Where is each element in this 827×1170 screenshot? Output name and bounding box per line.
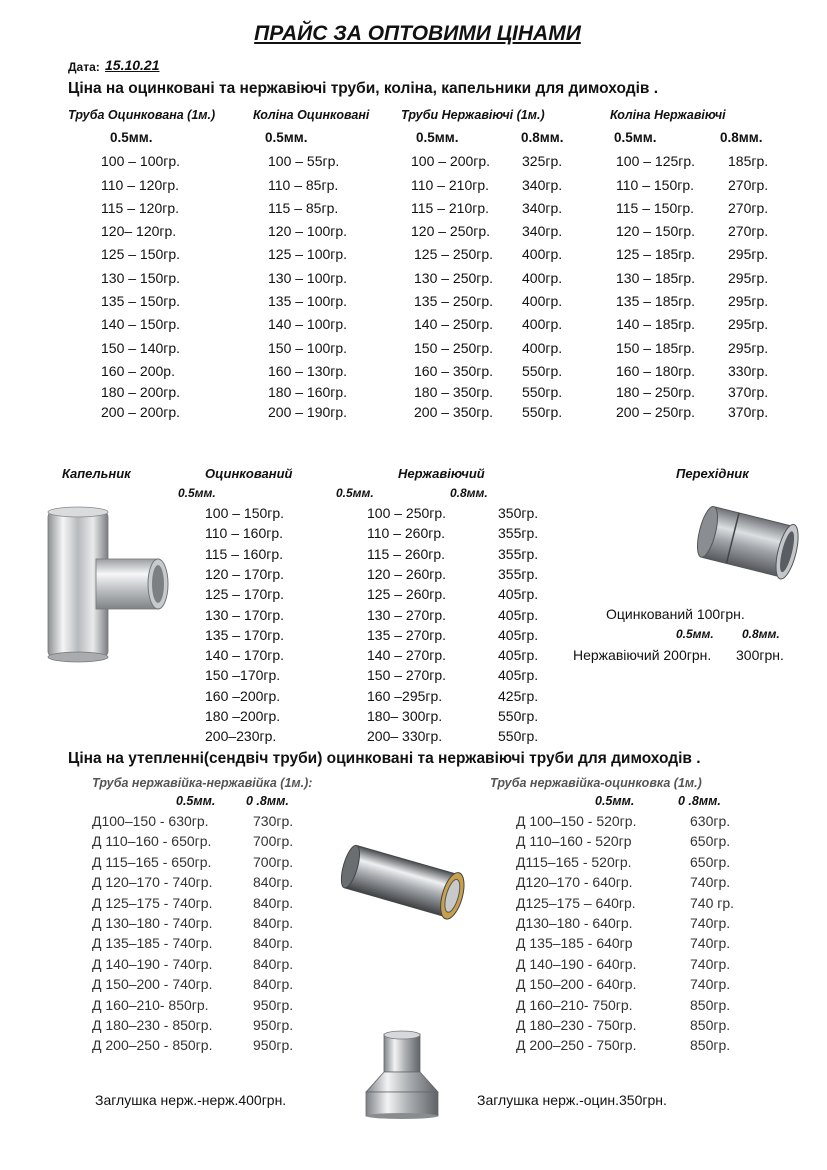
thickness-label: 0.5мм. xyxy=(110,130,153,145)
price-cell: 295гр. xyxy=(728,270,769,286)
price-cell: 110 – 85гр. xyxy=(268,177,339,193)
drip-price-cell: 100 – 150гр. xyxy=(205,505,285,521)
price-cell: 200 – 350гр. xyxy=(414,404,494,420)
sandwich-left-price08: 950гр. xyxy=(253,1017,294,1033)
drip-price-cell: 160 –200гр. xyxy=(205,688,281,704)
sandwich-right-price08: 850гр. xyxy=(690,1037,731,1053)
sandwich-left-price08: 700гр. xyxy=(253,854,294,870)
price-cell: 120 – 250гр. xyxy=(411,223,491,239)
price-cell: 550гр. xyxy=(522,363,563,379)
date-value: 15.10.21 xyxy=(105,57,160,73)
sandwich-right-size: Д 200–250 - 750гр. xyxy=(516,1037,637,1053)
thickness-label: 0.5мм. xyxy=(595,794,635,808)
price-cell: 120– 120гр. xyxy=(101,223,177,239)
sandwich-right-size: Д120–170 - 640гр. xyxy=(516,874,633,890)
thickness-label: 0.8мм. xyxy=(450,486,488,500)
sandwich-left-subtitle: Труба нержавійка-нержавійка (1м.): xyxy=(92,776,313,790)
thickness-label: 0.5мм. xyxy=(265,130,308,145)
price-cell: 295гр. xyxy=(728,340,769,356)
col-header-steel-elbow: Коліна Нержавіючі xyxy=(610,108,726,122)
adapter-steel-price: Нержавіючий 200грн. xyxy=(573,647,712,663)
price-cell: 200 – 250гр. xyxy=(616,404,696,420)
sandwich-left-price08: 840гр. xyxy=(253,956,294,972)
price-cell: 160 – 130гр. xyxy=(268,363,348,379)
sandwich-left-size: Д 125–175 - 740гр. xyxy=(92,895,213,911)
sandwich-left-price08: 840гр. xyxy=(253,895,294,911)
price-cell: 115 – 210гр. xyxy=(411,200,490,216)
price-cell: 550гр. xyxy=(522,384,563,400)
drip-price-cell: 200–230гр. xyxy=(205,728,277,744)
drip-price-cell: 125 – 170гр. xyxy=(205,586,285,602)
price-cell: 135 – 185гр. xyxy=(616,293,696,309)
page-title: ПРАЙС ЗА ОПТОВИМИ ЦІНАМИ xyxy=(254,22,581,45)
price-cell: 400гр. xyxy=(522,340,563,356)
price-cell: 180 – 160гр. xyxy=(268,384,348,400)
tee-drip-image xyxy=(36,503,176,665)
sandwich-right-size: Д 160–210- 750гр. xyxy=(516,997,633,1013)
sandwich-left-price08: 950гр. xyxy=(253,1037,294,1053)
price-cell: 185гр. xyxy=(728,153,769,169)
sandwich-right-price08: 740 гр. xyxy=(690,895,735,911)
price-cell: 340гр. xyxy=(522,177,563,193)
sandwich-pipe-image xyxy=(336,838,472,928)
drip-price-cell: 120 – 170гр. xyxy=(205,566,285,582)
drip-price-cell: 125 – 260гр. xyxy=(367,586,447,602)
price-cell: 100 – 100гр. xyxy=(101,153,181,169)
price-cell: 140 – 250гр. xyxy=(414,316,494,332)
sandwich-left-size: Д100–150 - 630гр. xyxy=(92,813,209,829)
price-cell: 200 – 200гр. xyxy=(101,404,181,420)
price-cell: 400гр. xyxy=(522,246,563,262)
plug-right-price: Заглушка нерж.-оцин.350грн. xyxy=(477,1092,667,1108)
thickness-label: 0.5мм. xyxy=(614,130,657,145)
sandwich-right-size: Д 135–185 - 640гр xyxy=(516,935,633,951)
price-cell: 100 – 125гр. xyxy=(616,153,696,169)
sandwich-right-size: Д 110–160 - 520гр xyxy=(516,833,632,849)
drip-price-cell: 405гр. xyxy=(498,667,539,683)
drip-price-cell: 110 – 160гр. xyxy=(205,525,284,541)
drip-price-cell: 100 – 250гр. xyxy=(367,505,447,521)
price-cell: 400гр. xyxy=(522,316,563,332)
drip-price-cell: 355гр. xyxy=(498,525,539,541)
drip-steel-label: Нержавіючий xyxy=(398,466,485,481)
price-cell: 340гр. xyxy=(522,200,563,216)
price-cell: 330гр. xyxy=(728,363,769,379)
price-cell: 340гр. xyxy=(522,223,563,239)
sandwich-left-price08: 840гр. xyxy=(253,935,294,951)
drip-price-cell: 135 – 270гр. xyxy=(367,627,447,643)
sandwich-left-size: Д 130–180 - 740гр. xyxy=(92,915,213,931)
thickness-label: 0.8мм. xyxy=(521,130,564,145)
thickness-label: 0 .8мм. xyxy=(246,794,289,808)
sandwich-right-size: Д 150–200 - 640гр. xyxy=(516,976,637,992)
sandwich-right-price08: 850гр. xyxy=(690,1017,731,1033)
drip-price-cell: 115 – 160гр. xyxy=(205,546,284,562)
sandwich-left-price08: 840гр. xyxy=(253,874,294,890)
drip-price-cell: 355гр. xyxy=(498,566,539,582)
col-header-galv-pipe: Труба Оцинкована (1м.) xyxy=(68,108,216,122)
drip-price-cell: 355гр. xyxy=(498,546,539,562)
price-cell: 270гр. xyxy=(728,200,769,216)
price-cell: 125 – 250гр. xyxy=(414,246,494,262)
sandwich-right-size: Д125–175 – 640гр. xyxy=(516,895,636,911)
sandwich-left-price08: 840гр. xyxy=(253,976,294,992)
sandwich-right-price08: 630гр. xyxy=(690,813,731,829)
drip-price-cell: 140 – 170гр. xyxy=(205,647,285,663)
sandwich-right-size: Д130–180 - 640гр. xyxy=(516,915,633,931)
drip-price-cell: 405гр. xyxy=(498,586,539,602)
price-cell: 110 – 120гр. xyxy=(101,177,180,193)
sandwich-right-price08: 740гр. xyxy=(690,956,731,972)
price-cell: 135 – 150гр. xyxy=(101,293,181,309)
adapter-label: Перехідник xyxy=(676,466,749,481)
drip-price-cell: 200– 330гр. xyxy=(367,728,443,744)
sandwich-right-price08: 740гр. xyxy=(690,915,731,931)
sandwich-left-size: Д 120–170 - 740гр. xyxy=(92,874,213,890)
price-cell: 370гр. xyxy=(728,384,769,400)
price-cell: 150 – 250гр. xyxy=(414,340,494,356)
price-cell: 160 – 180гр. xyxy=(616,363,696,379)
sandwich-right-price08: 650гр. xyxy=(690,854,731,870)
price-cell: 140 – 185гр. xyxy=(616,316,696,332)
sandwich-right-price08: 850гр. xyxy=(690,997,731,1013)
drip-price-cell: 180– 300гр. xyxy=(367,708,443,724)
thickness-label: 0.5мм. xyxy=(176,794,216,808)
thickness-label: 0.5мм. xyxy=(178,486,216,500)
sandwich-right-subtitle: Труба нержавійка-оцинковка (1м.) xyxy=(490,776,702,790)
price-cell: 115 – 150гр. xyxy=(616,200,695,216)
drip-price-cell: 110 – 260гр. xyxy=(367,525,446,541)
sandwich-right-size: Д 140–190 - 640гр. xyxy=(516,956,637,972)
col-header-galv-elbow: Коліна Оцинковані xyxy=(253,108,370,122)
adapter-image xyxy=(692,498,804,588)
sandwich-left-price08: 840гр. xyxy=(253,915,294,931)
plug-left-price: Заглушка нерж.-нерж.400грн. xyxy=(95,1092,287,1108)
price-cell: 130 – 100гр. xyxy=(268,270,348,286)
sandwich-right-price08: 740гр. xyxy=(690,976,731,992)
price-cell: 160 – 350гр. xyxy=(414,363,494,379)
price-cell: 180 – 250гр. xyxy=(616,384,696,400)
drip-price-cell: 425гр. xyxy=(498,688,539,704)
price-cell: 110 – 210гр. xyxy=(411,177,490,193)
sandwich-right-price08: 740гр. xyxy=(690,935,731,951)
sandwich-left-size: Д 110–160 - 650гр. xyxy=(92,833,212,849)
sandwich-right-size: Д 180–230 - 750гр. xyxy=(516,1017,637,1033)
price-cell: 130 – 185гр. xyxy=(616,270,696,286)
price-cell: 100 – 55гр. xyxy=(268,153,340,169)
price-cell: 550гр. xyxy=(522,404,563,420)
price-cell: 130 – 250гр. xyxy=(414,270,494,286)
price-cell: 295гр. xyxy=(728,316,769,332)
drip-price-cell: 150 – 270гр. xyxy=(367,667,447,683)
sandwich-right-price08: 740гр. xyxy=(690,874,731,890)
drip-price-cell: 180 –200гр. xyxy=(205,708,281,724)
price-cell: 180 – 350гр. xyxy=(414,384,494,400)
sandwich-left-size: Д 140–190 - 740гр. xyxy=(92,956,213,972)
drip-price-cell: 160 –295гр. xyxy=(367,688,443,704)
section2-heading: Ціна на утепленні(сендвіч труби) оцинковані та нержавіючі труби для димоходів . xyxy=(68,750,701,767)
drip-price-cell: 550гр. xyxy=(498,728,539,744)
thickness-label: 0.8мм. xyxy=(720,130,763,145)
sandwich-left-size: Д 160–210- 850гр. xyxy=(92,997,209,1013)
price-cell: 110 – 150гр. xyxy=(616,177,695,193)
price-cell: 135 – 100гр. xyxy=(268,293,348,309)
drip-price-cell: 120 – 260гр. xyxy=(367,566,447,582)
sandwich-left-price08: 950гр. xyxy=(253,997,294,1013)
price-cell: 140 – 100гр. xyxy=(268,316,348,332)
drip-price-cell: 135 – 170гр. xyxy=(205,627,285,643)
price-cell: 120 – 100гр. xyxy=(268,223,348,239)
sandwich-right-size: Д115–165 - 520гр. xyxy=(516,854,632,870)
price-cell: 295гр. xyxy=(728,293,769,309)
drip-price-cell: 405гр. xyxy=(498,607,539,623)
drip-price-cell: 150 –170гр. xyxy=(205,667,281,683)
sandwich-left-size: Д 200–250 - 850гр. xyxy=(92,1037,213,1053)
price-cell: 270гр. xyxy=(728,223,769,239)
price-cell: 270гр. xyxy=(728,177,769,193)
adapter-steel-price-08: 300грн. xyxy=(736,647,784,663)
thickness-label: 0.5мм. xyxy=(676,627,714,641)
price-cell: 400гр. xyxy=(522,270,563,286)
sandwich-left-size: Д 180–230 - 850гр. xyxy=(92,1017,213,1033)
price-cell: 115 – 85гр. xyxy=(268,200,339,216)
price-cell: 150 – 185гр. xyxy=(616,340,696,356)
drip-price-cell: 140 – 270гр. xyxy=(367,647,447,663)
price-cell: 140 – 150гр. xyxy=(101,316,181,332)
price-cell: 100 – 200гр. xyxy=(411,153,491,169)
thickness-label: 0.5мм. xyxy=(336,486,374,500)
drip-price-cell: 550гр. xyxy=(498,708,539,724)
sandwich-right-price08: 650гр. xyxy=(690,833,731,849)
price-cell: 125 – 100гр. xyxy=(268,246,348,262)
sandwich-left-size: Д 135–185 - 740гр. xyxy=(92,935,213,951)
date-label: Дата: xyxy=(68,60,100,74)
sandwich-left-price08: 730гр. xyxy=(253,813,294,829)
sandwich-left-size: Д 115–165 - 650гр. xyxy=(92,854,212,870)
price-cell: 295гр. xyxy=(728,246,769,262)
drip-price-cell: 130 – 170гр. xyxy=(205,607,285,623)
drip-price-cell: 130 – 270гр. xyxy=(367,607,447,623)
plug-cap-image xyxy=(356,1030,448,1120)
price-cell: 400гр. xyxy=(522,293,563,309)
price-cell: 125 – 150гр. xyxy=(101,246,181,262)
drip-price-cell: 115 – 260гр. xyxy=(367,546,446,562)
price-cell: 125 – 185гр. xyxy=(616,246,696,262)
sandwich-right-size: Д 100–150 - 520гр. xyxy=(516,813,637,829)
price-cell: 150 – 100гр. xyxy=(268,340,348,356)
thickness-label: 0.8мм. xyxy=(742,627,780,641)
col-header-steel-pipe: Труби Нержавіючі (1м.) xyxy=(401,108,545,122)
adapter-galv-price: Оцинкований 100грн. xyxy=(606,606,745,622)
section1-heading: Ціна на оцинковані та нержавіючі труби, коліна, капельники для димоходів . xyxy=(68,80,659,97)
price-cell: 325гр. xyxy=(522,153,563,169)
price-cell: 160 – 200р. xyxy=(101,363,175,379)
sandwich-left-size: Д 150–200 - 740гр. xyxy=(92,976,213,992)
price-cell: 130 – 150гр. xyxy=(101,270,181,286)
sandwich-left-price08: 700гр. xyxy=(253,833,294,849)
drip-price-cell: 405гр. xyxy=(498,647,539,663)
price-cell: 135 – 250гр. xyxy=(414,293,494,309)
price-cell: 180 – 200гр. xyxy=(101,384,181,400)
drip-galv-label: Оцинкований xyxy=(205,466,293,481)
price-cell: 150 – 140гр. xyxy=(101,340,181,356)
thickness-label: 0 .8мм. xyxy=(678,794,721,808)
drip-price-cell: 350гр. xyxy=(498,505,539,521)
drip-label: Капельник xyxy=(62,466,131,481)
price-cell: 370гр. xyxy=(728,404,769,420)
thickness-label: 0.5мм. xyxy=(416,130,459,145)
price-cell: 115 – 120гр. xyxy=(101,200,180,216)
price-cell: 200 – 190гр. xyxy=(268,404,348,420)
price-cell: 120 – 150гр. xyxy=(616,223,696,239)
drip-price-cell: 405гр. xyxy=(498,627,539,643)
